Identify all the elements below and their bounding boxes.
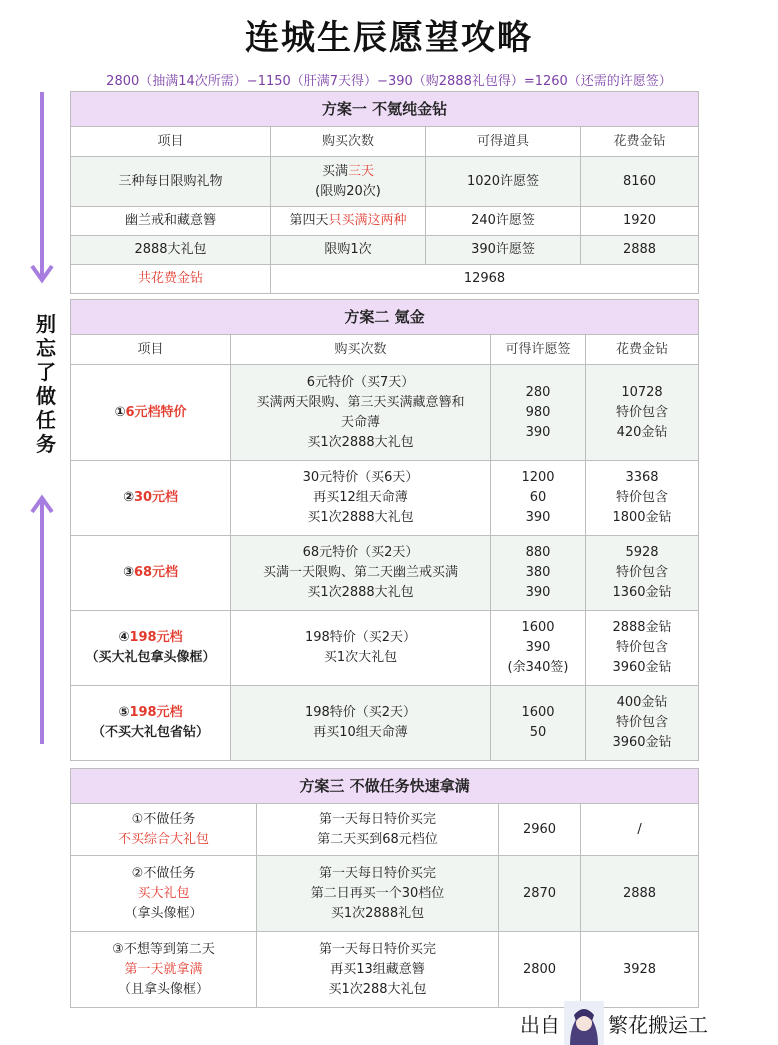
page-title: 连城生辰愿望攻略 bbox=[245, 18, 533, 58]
table-row: ⑤198元档 （不买大礼包省钻） 198特价（买2天） 再买10组天命薄 1600 50 400金钻 特价包含 3960金钻 bbox=[71, 686, 699, 761]
formula-note: 2800（抽满14次所需）−1150（肝满7天得）−390（购2888礼包得）=1260（还需的许愿签） bbox=[106, 74, 672, 89]
table-row: ③不想等到第二天 第一天就拿满 （且拿头像框） 第一天每日特价买完 再买13组藏意簪 买1次288大礼包 2800 3928 bbox=[71, 932, 699, 1008]
table-row: ②不做任务 买大礼包 （拿头像框） 第一天每日特价买完 第二日再买一个30档位 买1次2888礼包 2870 2888 bbox=[71, 856, 699, 932]
plan1-title: 方案一 不氪纯金钻 bbox=[71, 92, 699, 127]
table-row: ①不做任务 不买综合大礼包 第一天每日特价买完 第二天买到68元档位 2960 / bbox=[71, 804, 699, 856]
table-row: ④198元档 （买大礼包拿头像框） 198特价（买2天） 买1次大礼包 1600 390 (余340签) 2888金钻 特价包含 3960金钻 bbox=[71, 611, 699, 686]
col-header: 花费金钻 bbox=[586, 335, 699, 365]
col-header: 花费金钻 bbox=[581, 127, 699, 157]
plan1-table bbox=[70, 91, 699, 294]
arrow-down-icon bbox=[30, 90, 54, 286]
col-header: 可得道具 bbox=[426, 127, 581, 157]
avatar-icon bbox=[564, 1001, 604, 1045]
table-row: 幽兰戒和藏意簪 第四天只买满这两种 240许愿签 1920 bbox=[71, 207, 699, 236]
plan2-title: 方案二 氪金 bbox=[71, 300, 699, 335]
source-credit: 出自 繁花搬运工 bbox=[520, 1008, 708, 1038]
col-header: 项目 bbox=[71, 127, 271, 157]
plan2-table bbox=[70, 299, 699, 761]
table-row: ①6元档特价 6元特价（买7天） 买满两天限购、第三天买满藏意簪和 天命薄 买1次2888大礼包 280 980 390 10728 特价包含 420金钻 bbox=[71, 365, 699, 461]
plan3-table bbox=[70, 768, 699, 1008]
table-row: ③68元档 68元特价（买2天） 买满一天限购、第二天幽兰戒买满 买1次2888大礼包 880 380 390 5928 特价包含 1360金钻 bbox=[71, 536, 699, 611]
plan3-title: 方案三 不做任务快速拿满 bbox=[71, 769, 699, 804]
col-header: 购买次数 bbox=[231, 335, 491, 365]
table-row: 三种每日限购礼物 买满三天 (限购20次) 1020许愿签 8160 bbox=[71, 157, 699, 207]
table-row: ②30元档 30元特价（买6天） 再买12组天命薄 买1次2888大礼包 1200 60 390 3368 特价包含 1800金钻 bbox=[71, 461, 699, 536]
reminder-text: 别 忘 了 做 任 务 bbox=[36, 312, 56, 456]
arrow-up-icon bbox=[30, 494, 54, 746]
col-header: 项目 bbox=[71, 335, 231, 365]
table-row: 2888大礼包 限购1次 390许愿签 2888 bbox=[71, 236, 699, 265]
col-header: 可得许愿签 bbox=[491, 335, 586, 365]
col-header: 购买次数 bbox=[271, 127, 426, 157]
total-row: 共花费金钻 12968 bbox=[71, 265, 699, 294]
